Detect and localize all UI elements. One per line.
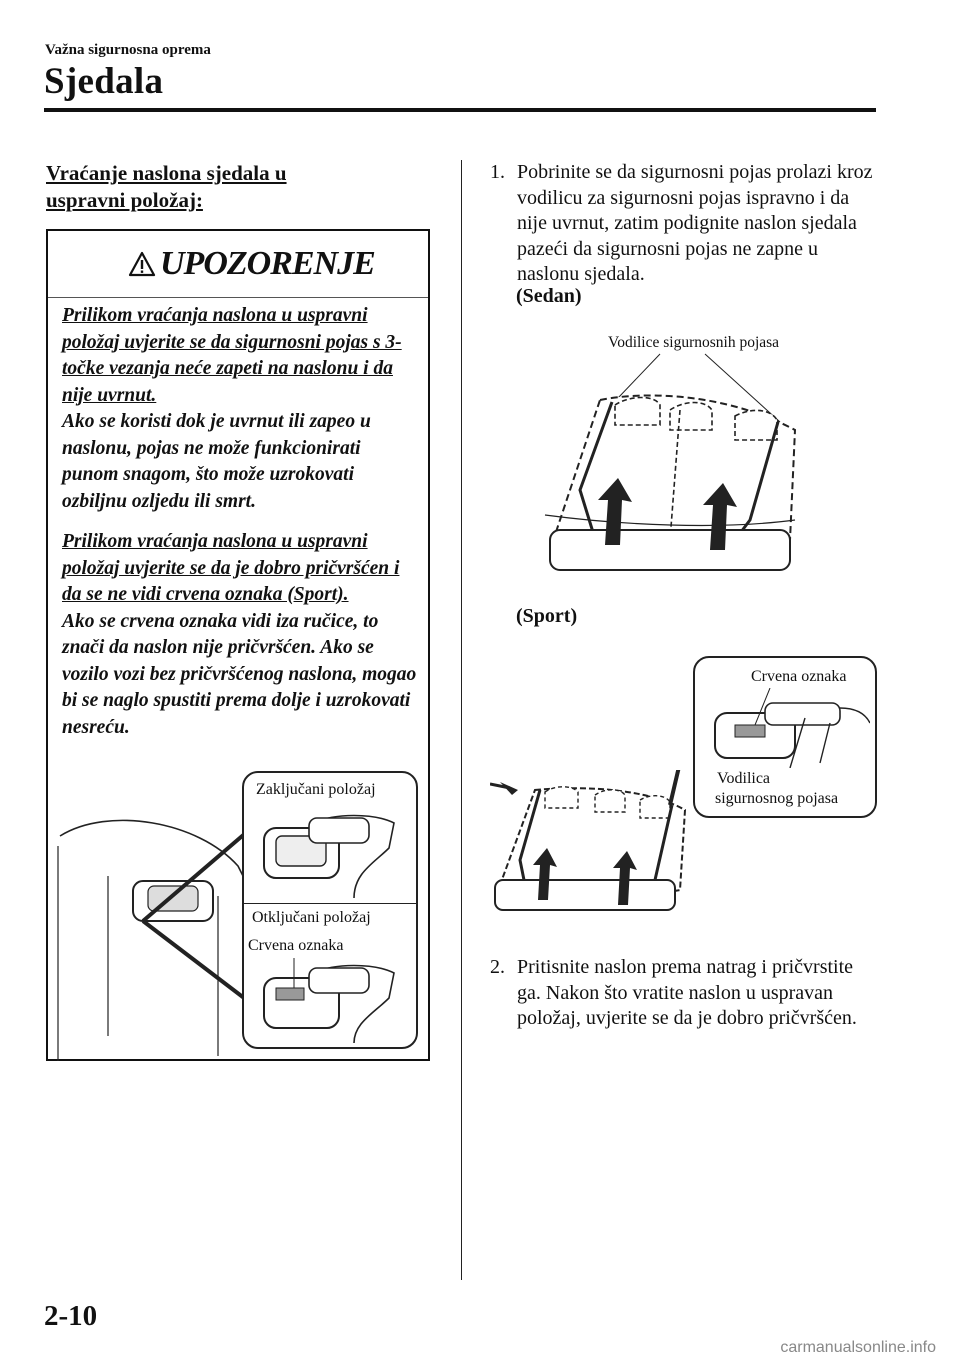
page-number: 2-10: [44, 1300, 98, 1332]
watermark: carmanualsonline.info: [780, 1339, 936, 1356]
sedan-label: (Sedan): [516, 285, 582, 307]
warning-box: [46, 229, 430, 1061]
warning-emphasis: Prilikom vraćanja naslona u uspravni položaj uvjerite se da je dobro pričvršćen i da se ne vidi crvena oznaka (Sport).: [62, 531, 400, 605]
subheading: Vraćanje naslona sjedala u uspravni položaj:: [46, 161, 287, 212]
sport-latch-icon: [705, 688, 870, 768]
warning-triangle-icon: [128, 251, 156, 277]
warning-paragraph: [62, 529, 417, 741]
page-heading: Sjedala: [44, 61, 164, 102]
guide-label-line2: sigurnosnog pojasa: [715, 790, 839, 807]
seatbelt-guides-label: Vodilice sigurnosnih pojasa: [608, 334, 780, 351]
section-title: Važna sigurnosna oprema: [45, 42, 211, 58]
callout-divider: [244, 903, 416, 904]
sport-latch-callout: [693, 656, 877, 818]
locked-latch-icon: [254, 803, 404, 898]
guide-label-line1: Vodilica: [717, 770, 771, 787]
warning-emphasis: Prilikom vraćanja naslona u uspravni položaj uvjerite se da sigurnosni pojas s 3-točke vezanja neće zapeti na naslonu i da nije uvrnut.: [62, 305, 402, 406]
sport-red-mark-label: Crvena oznaka: [751, 668, 847, 685]
red-mark-label: Crvena oznaka: [248, 937, 344, 954]
warning-body: Ako se crvena oznaka vidi iza ručice, to znači da naslon nije pričvršćen. Ako se vozilo vozi bez pričvršćenog naslona, mogao bi se naglo spustiti prema dolje i uzrokovati nesreću.: [62, 610, 417, 738]
warning-body: Ako se koristi dok je uvrnut ili zapeo u naslonu, pojas ne može funkcionirati punom snagom, što može uzrokovati ozbiljnu ozljedu ili smrt.: [62, 411, 371, 512]
warning-title: UPOZORENJE: [160, 245, 375, 282]
unlocked-position-label: Otključani položaj: [252, 909, 371, 926]
step-number: 2.: [490, 956, 505, 978]
unlocked-latch-icon: [254, 953, 404, 1043]
locked-position-label: Zaključani položaj: [256, 781, 376, 798]
warning-paragraph: [62, 303, 417, 515]
sport-label: (Sport): [516, 605, 578, 627]
column-divider: [461, 160, 462, 1280]
sport-rear-seat-illustration: [490, 770, 700, 920]
latch-detail-callout: [242, 771, 418, 1049]
step-text: Pritisnite naslon prema natrag i pričvrstite ga. Nakon što vratite naslon u uspravan položaj, uvjerite se da je dobro pričvršćen.: [517, 956, 857, 1029]
header-rule: [44, 108, 876, 112]
step-text: Pobrinite se da sigurnosni pojas prolazi kroz vodilicu za sigurnosni pojas ispravno i da nije uvrnut, zatim podignite naslon sjedala pazeći da sigurnosni pojas ne zapne u naslonu sjedala.: [517, 161, 873, 285]
step-number: 1.: [490, 161, 505, 183]
sedan-rear-seat-illustration: [530, 350, 815, 580]
warning-header: [48, 231, 428, 298]
